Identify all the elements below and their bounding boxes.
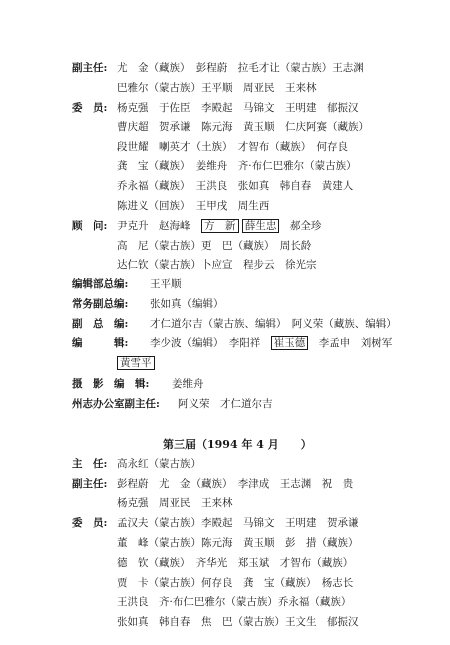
boxed-name: 方 新 [201, 219, 239, 233]
row-label: 主 任: [72, 458, 108, 470]
row-text: 陈进义（回族） 王甲戌 周生西 [117, 200, 270, 212]
row-text: 才仁道尔吉（蒙古族、编辑） 阿义荣（藏族、编辑） [150, 318, 397, 330]
row-text: 姜维舟 [172, 378, 204, 390]
row-text: 尤 金（藏族） 彭程蔚 拉毛才让（蒙古族）王志渊 [117, 62, 364, 74]
row-text: 乔永福（藏族） 王洪良 张如真 韩自春 黄建人 [117, 180, 354, 192]
row-label: 常务副总编: [72, 298, 129, 310]
row-label: 副 总 编: [72, 318, 129, 330]
row-text: 张如真 韩自春 焦 巴（蒙古族）王文生 郁振汉 [117, 616, 359, 628]
row-label: 副主任: [72, 62, 108, 74]
row-text: 张如真（编辑） [150, 298, 224, 310]
row-label: 副主任: [72, 478, 108, 490]
row-text: 董 峰（蒙古族）陈元海 黄玉顺 彭 措（藏族） [117, 537, 359, 549]
boxed-name: 黄雪平 [117, 356, 155, 370]
row-label: 编辑部总编: [72, 278, 129, 290]
row-text: 达仁钦（蒙古族）卜应宣 程步云 徐光宗 [117, 259, 317, 271]
row-text: 贾 卡（蒙古族）何存良 龚 宝（藏族） 杨志长 [117, 577, 354, 589]
row-label: 编 辑: [72, 337, 129, 349]
row-text-part: 尹克升 赵海峰 [117, 220, 201, 232]
row-text: 龚 宝（藏族） 姜维舟 齐·布仁巴雅尔（蒙古族） [117, 160, 357, 172]
row-text: 段世耀 喇英才（土族） 才智布（藏族） 何存良 [117, 141, 348, 153]
row-text-part: 李孟申 刘树军 [308, 337, 393, 349]
row-text: 杨克强 周亚民 王来林 [117, 497, 233, 509]
row-text: 曹庆超 贺承谦 陈元海 黄玉顺 仁庆阿赛（藏族） [117, 121, 369, 133]
row-label: 委 员: [72, 102, 108, 114]
row-text: 杨克强 于佐臣 李殿起 马锦文 王明建 郁振汉 [117, 102, 359, 114]
row-text: 阿义荣 才仁道尔吉 [178, 398, 273, 410]
row-text: 高永红（蒙古族） [117, 458, 201, 470]
row-text: 王洪良 齐·布仁巴雅尔（蒙古族）乔永福（藏族） [117, 596, 352, 608]
row-text: 王平顺 [150, 278, 182, 290]
section-title: 第三届（1994 年 4 月 ） [163, 438, 312, 451]
row-text-part: 李少波（编辑） 李阳祥 [150, 337, 271, 349]
row-text [117, 218, 321, 233]
row-text [150, 335, 392, 350]
row-text: 孟汉夫（蒙古族）李殿起 马锦文 王明建 贺承谦 [117, 517, 359, 529]
row-text-part: 郝全珍 [279, 220, 322, 232]
row-text: 彭程蔚 尤 金（藏族） 李津成 王志渊 祝 贵 [117, 478, 354, 490]
row-label: 州志办公室副主任: [72, 398, 160, 410]
row-label: 委 员: [72, 517, 108, 529]
row-text: 德 钦（藏族） 齐华光 郑玉斌 才智布（藏族） [117, 557, 354, 569]
boxed-name: 崔玉德 [271, 336, 309, 350]
row-label: 摄 影 编 辑: [72, 378, 150, 390]
row-label: 顾 问: [72, 220, 108, 232]
row-text [117, 355, 155, 370]
row-text: 巴雅尔（蒙古族）王平顺 周亚民 王来林 [117, 82, 317, 94]
row-text: 高 尼（蒙古族）更 巴（藏族） 周长龄 [117, 240, 312, 252]
boxed-name: 薛生忠 [242, 219, 280, 233]
